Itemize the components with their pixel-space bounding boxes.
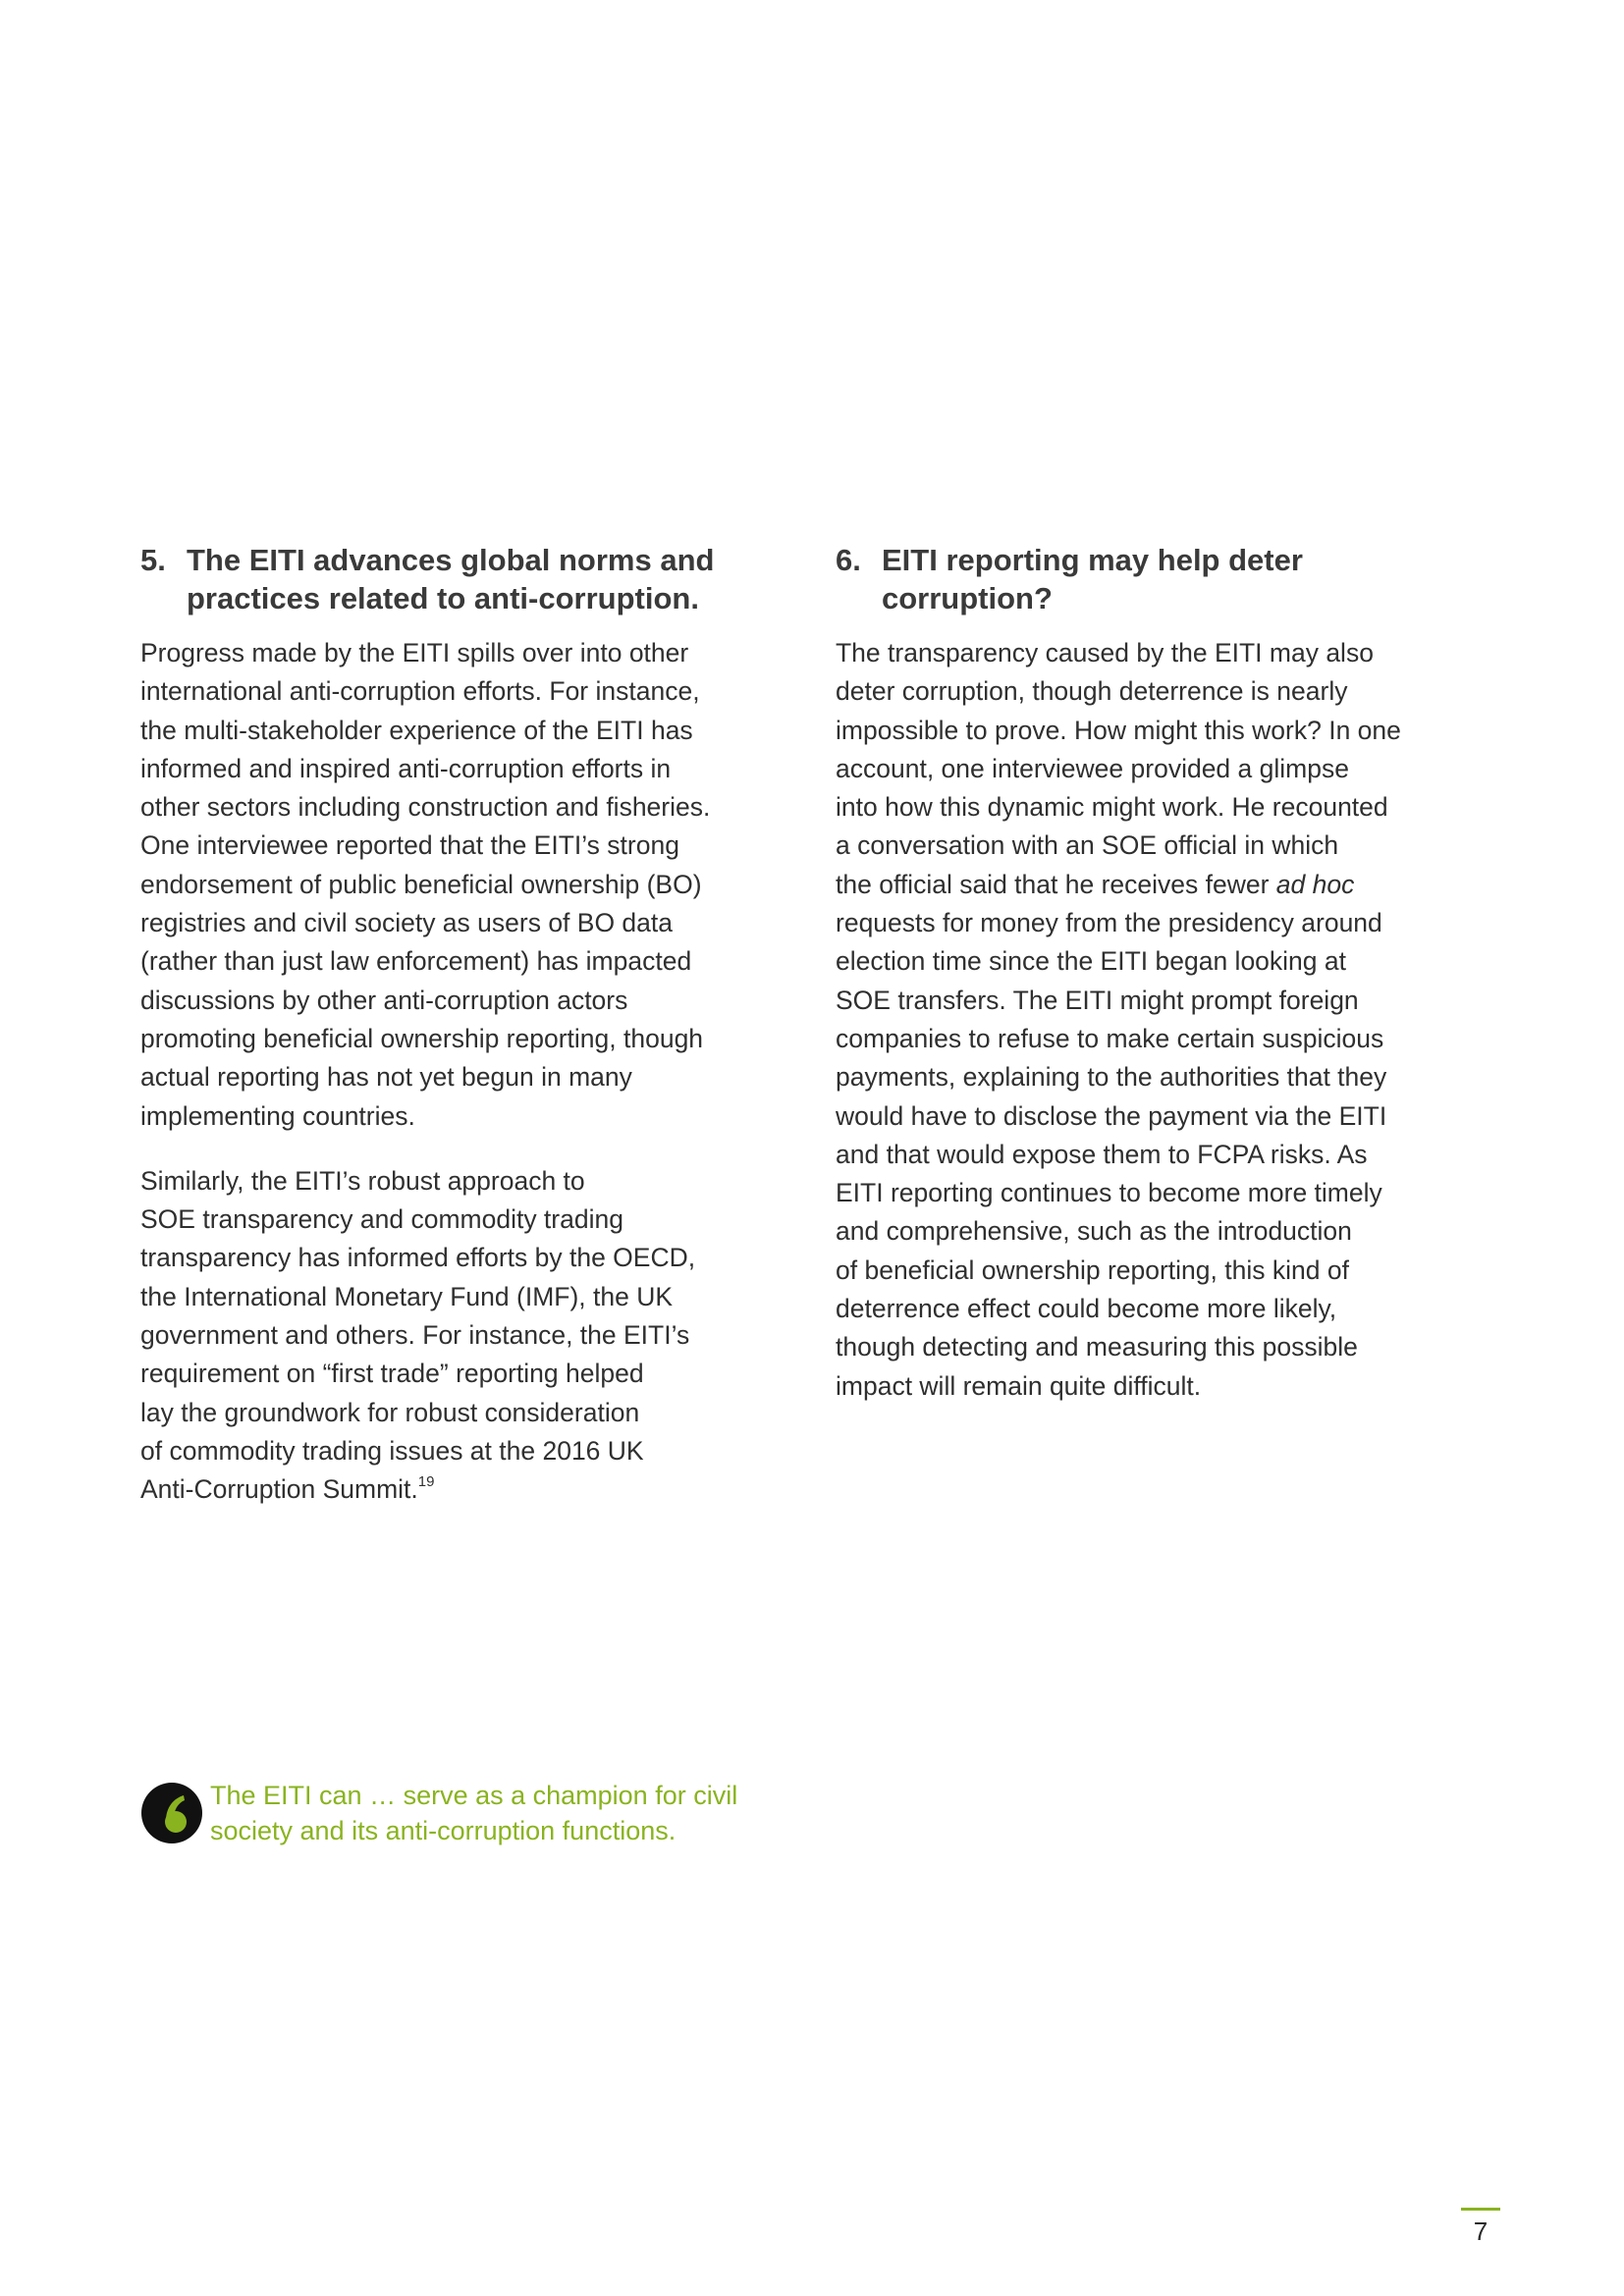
section-5 [140, 541, 800, 1510]
section-6-heading-line: corruption? [882, 581, 1053, 615]
text-line: impossible to prove. How might this work? In one [836, 715, 1401, 745]
text-line-content: Anti-Corruption Summit. [140, 1474, 418, 1505]
section-5-heading-line: The EITI advances global norms and [187, 543, 715, 577]
text-line: (rather than just law enforcement) has impacted [140, 946, 692, 977]
text-line: of commodity trading issues at the 2016 UK [140, 1435, 644, 1466]
section-5-paragraph-1 [140, 634, 800, 1136]
pull-quote-text [210, 1778, 737, 1848]
text-line: deter corruption, though deterrence is nearly [836, 676, 1348, 707]
italic-term: ad hoc [1275, 869, 1355, 899]
text-line: payments, explaining to the authorities that they [836, 1062, 1387, 1093]
text-line: the International Monetary Fund (IMF), the UK [140, 1281, 674, 1311]
section-6-number: 6. [836, 543, 861, 577]
text-line: implementing countries. [140, 1100, 415, 1131]
text-line: actual reporting has not yet begun in many [140, 1062, 632, 1093]
section-6-heading [836, 541, 1495, 617]
footnote-ref-19[interactable]: 19 [417, 1473, 435, 1491]
quote-mark-icon [140, 1782, 203, 1844]
text-line: of beneficial ownership reporting, this kind of [836, 1255, 1349, 1285]
pull-quote-line: The EITI can … serve as a champion for civil [210, 1781, 738, 1810]
text-line: would have to disclose the payment via the EITI [836, 1100, 1387, 1131]
pull-quote-line: society and its anti-corruption functions. [210, 1816, 677, 1845]
text-line: endorsement of public beneficial ownership (BO) [140, 869, 702, 899]
text-line: discussions by other anti-corruption actors [140, 985, 628, 1015]
text-line: though detecting and measuring this possible [836, 1332, 1358, 1362]
text-line: the multi-stakeholder experience of the EITI has [140, 715, 693, 745]
text-line: impact will remain quite difficult. [836, 1370, 1202, 1401]
text-line: The transparency caused by the EITI may also [836, 638, 1374, 667]
text-line: into how this dynamic might work. He recounted [836, 792, 1388, 823]
text-line: and comprehensive, such as the introduction [836, 1216, 1352, 1247]
text-line: informed and inspired anti-corruption efforts in [140, 753, 672, 783]
text-line: Progress made by the EITI spills over into other [140, 638, 689, 667]
section-5-heading [140, 541, 800, 617]
text-line: account, one interviewee provided a glimpse [836, 753, 1349, 783]
text-line: companies to refuse to make certain suspicious [836, 1023, 1384, 1053]
text-line: a conversation with an SOE official in which [836, 830, 1339, 861]
text-line: requirement on “first trade” reporting helped [140, 1359, 644, 1389]
text-line: registries and civil society as users of BO data [140, 908, 674, 938]
text-line: EITI reporting continues to become more timely [836, 1178, 1382, 1208]
section-6-heading-line: EITI reporting may help deter [882, 543, 1303, 577]
section-6 [836, 541, 1495, 1406]
text-line: international anti-corruption efforts. For instance, [140, 676, 700, 707]
text-line: other sectors including construction and fisheries. [140, 792, 711, 823]
text-line: Similarly, the EITI’s robust approach to [140, 1165, 585, 1196]
section-5-heading-line: practices related to anti-corruption. [187, 581, 699, 615]
text-line-with-italic [836, 866, 1495, 904]
pull-quote [140, 1778, 828, 1856]
text-line-content: the official said that he receives fewer [836, 869, 1276, 899]
section-6-paragraph [836, 634, 1495, 1406]
text-line: government and others. For instance, the EITI’s [140, 1320, 690, 1351]
text-line: SOE transparency and commodity trading [140, 1204, 623, 1235]
text-line: transparency has informed efforts by the OECD, [140, 1243, 696, 1273]
text-line: lay the groundwork for robust consideration [140, 1397, 640, 1427]
page-number-rule [1461, 2208, 1500, 2211]
text-line: promoting beneficial ownership reporting, though [140, 1023, 704, 1053]
text-line: and that would expose them to FCPA risks. As [836, 1139, 1368, 1169]
text-line: deterrence effect could become more likely, [836, 1294, 1337, 1324]
page-number: 7 [1473, 2216, 1489, 2246]
section-5-number: 5. [140, 543, 166, 577]
section-5-paragraph-2 [140, 1162, 800, 1510]
text-line: election time since the EITI began looking at [836, 946, 1346, 977]
text-line: SOE transfers. The EITI might prompt foreign [836, 985, 1359, 1015]
text-line: requests for money from the presidency around [836, 908, 1382, 938]
text-line-last [140, 1470, 800, 1509]
text-line: One interviewee reported that the EITI’s strong [140, 830, 679, 861]
